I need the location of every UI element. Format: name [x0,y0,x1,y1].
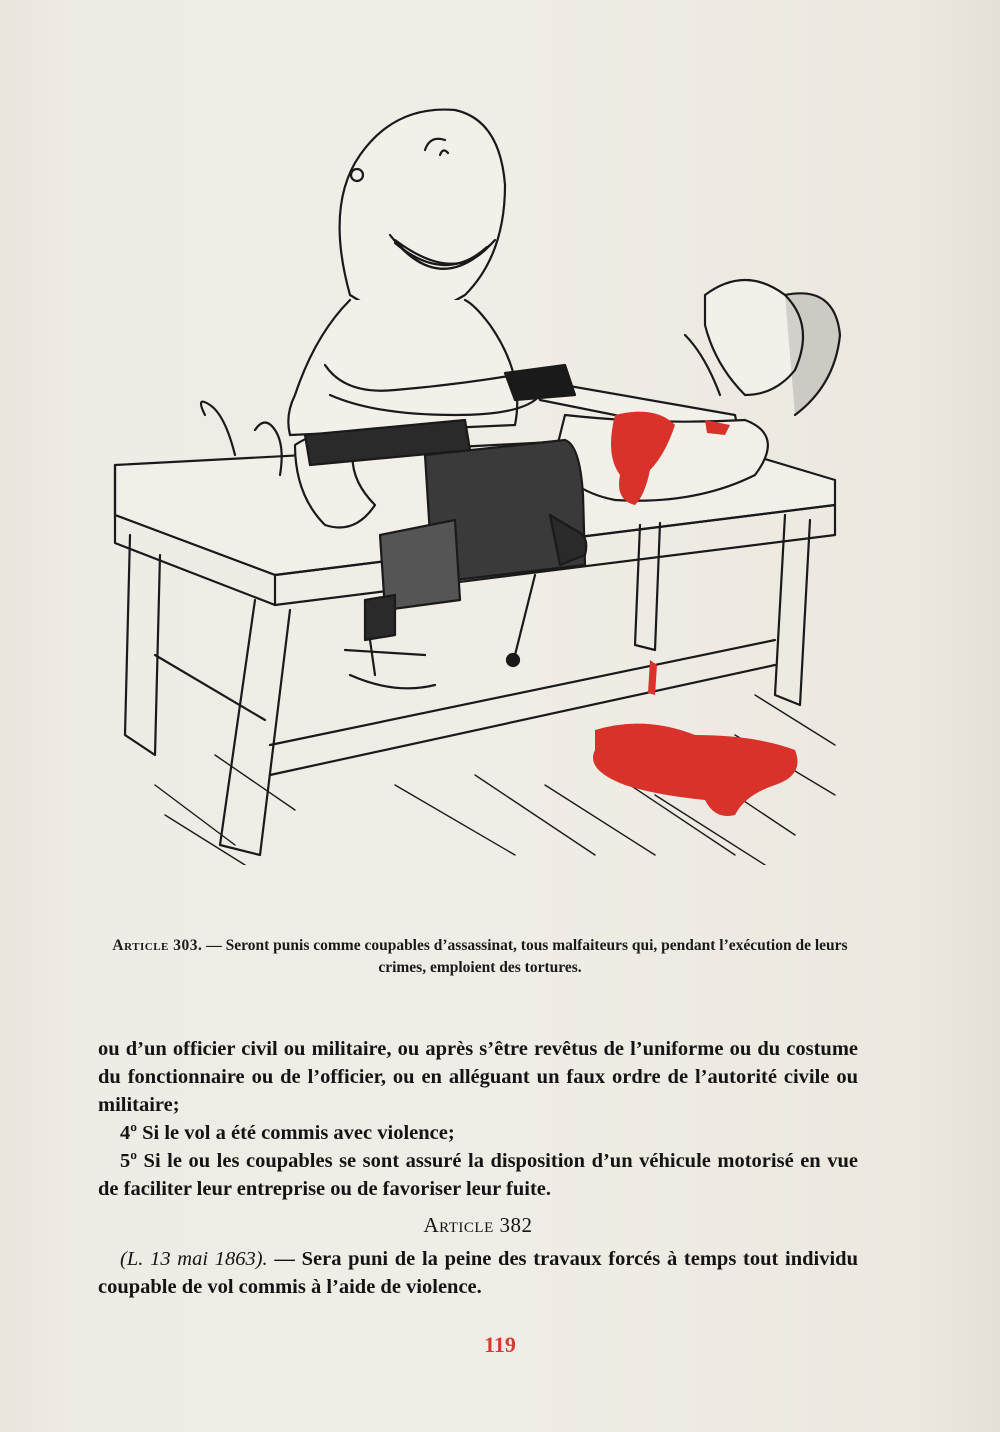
cartoon-illustration [95,95,855,865]
page-number: 119 [484,1332,516,1357]
law-reference: (L. 13 mai 1863). [120,1248,268,1270]
article-382-text [98,1245,858,1301]
caption-article-label: Article 303. [112,937,203,954]
item-4: 4º Si le vol a été commis avec violence; [120,1122,455,1144]
illustration-caption [100,935,860,979]
article-382-body: — Sera puni de la peine des travaux forcés à temps tout individu coupable de vol commis à l’aide de violence. [98,1248,858,1298]
item-5: 5º Si le ou les coupables se sont assuré la disposition d’un véhicule motorisé en vue de faciliter leur entreprise ou de favoriser leur fuite. [98,1150,858,1200]
article-heading: Article 382 [423,1213,533,1237]
body-text [98,1035,858,1301]
paragraph-continuation: ou d’un officier civil ou militaire, ou après s’être revêtus de l’uniforme ou du costume du fonctionnaire ou de l’officier, ou en alléguant un faux ordre de l’autorité civile ou militaire; [98,1038,858,1116]
caption-text: — Seront punis comme coupables d’assassinat, tous malfaiteurs qui, pendant l’exécution de leurs crimes, emploient des tortures. [202,937,848,976]
